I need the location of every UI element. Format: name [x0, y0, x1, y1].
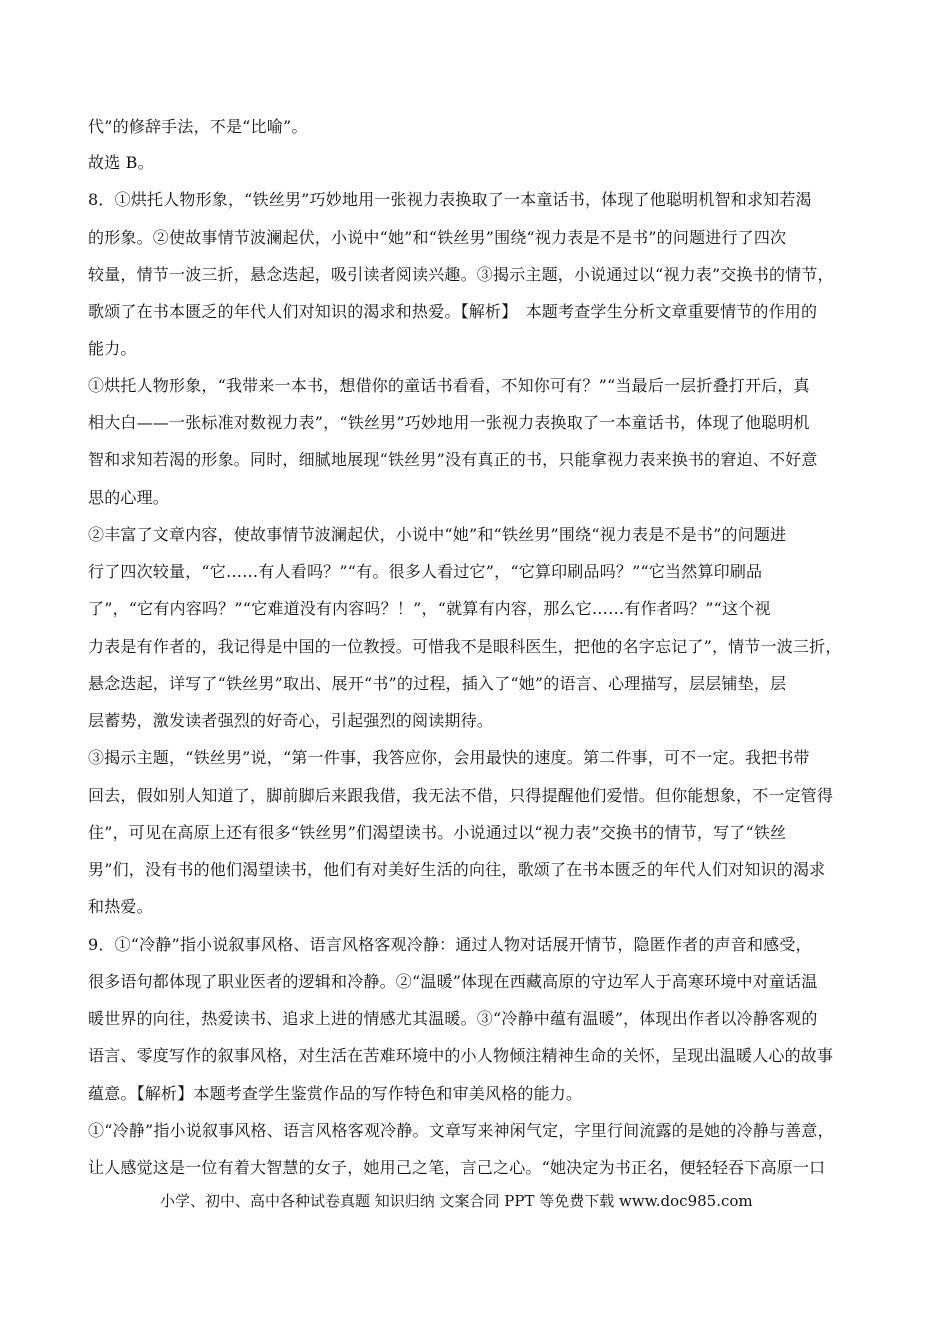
text-line: 能力。 [88, 339, 137, 358]
text-line: 相大白——一张标准对数视力表”，“铁丝男”巧妙地用一张视力表换取了一本童话书，体现了他聪明机 [88, 413, 810, 432]
text-line: 故选 B。 [88, 153, 154, 172]
text-line: 行了四次较量，“它……有人看吗？”“有。很多人看过它”，“它算印刷品吗？”“它当然算印刷品 [88, 562, 763, 581]
text-line: 层蓄势，激发读者强烈的好奇心，引起强烈的阅读期待。 [88, 711, 494, 730]
text-line: 思的心理。 [88, 488, 170, 507]
text-line: 男”们，没有书的他们渴望读书，他们有对美好生活的向往，歌颂了在书本匮乏的年代人们对知识的渴求 [88, 860, 826, 879]
text-line: 让人感觉这是一位有着大智慧的女子，她用己之笔，言己之心。“她决定为书正名，便轻轻吞下高原一口 [88, 1158, 826, 1177]
text-line: 语言、零度写作的叙事风格，对生活在苦难环境中的小人物倾注精神生命的关怀，呈现出温暖人心的故事 [88, 1046, 834, 1065]
text-line: 了”，“它有内容吗？”“它难道没有内容吗？！”，“就算有内容，那么它……有作者吗？”“这个视 [88, 599, 771, 618]
text-line: 9．①“冷静”指小说叙事风格、语言风格客观冷静：通过人物对话展开情节，隐匿作者的声音和感受， [88, 935, 812, 954]
text-line: 回去，假如别人知道了，脚前脚后来跟我借，我无法不借，只得提醒他们爱惜。但你能想象，不一定管得 [88, 786, 834, 805]
text-line: 的形象。②使故事情节波澜起伏，小说中“她”和“铁丝男”围绕“视力表是不是书”的问题进行了四次 [88, 228, 787, 247]
text-line: 力表是有作者的，我记得是中国的一位教授。可惜我不是眼科医生，把他的名字忘记了”，情节一波三折， [88, 637, 842, 656]
text-line: 很多语句都体现了职业医者的逻辑和冷静。②“温暖”体现在西藏高原的守边军人于高寒环境中对童话温 [88, 972, 818, 991]
text-line: 蕴意。【解析】本题考查学生鉴赏作品的写作特色和审美风格的能力。 [88, 1084, 583, 1103]
text-line: 歌颂了在书本匮乏的年代人们对知识的渴求和热爱。【解析】 本题考查学生分析文章重要情节的作用的 [88, 302, 818, 321]
text-line: ①“冷静”指小说叙事风格、语言风格客观冷静。文章写来神闲气定，字里行间流露的是她的冷静与善意， [88, 1121, 834, 1140]
text-line: 智和求知若渴的形象。同时，细腻地展现“铁丝男”没有真正的书，只能拿视力表来换书的窘迫、不好意 [88, 450, 818, 469]
text-line: 8．①烘托人物形象，“铁丝男”巧妙地用一张视力表换取了一本童话书，体现了他聪明机智和求知若渴 [88, 190, 812, 209]
text-line: ③揭示主题，“铁丝男”说，“第一件事，我答应你，会用最快的速度。第二件事，可不一定。我把书带 [88, 748, 810, 767]
text-line: 悬念迭起，详写了“铁丝男”取出、展开“书”的过程，插入了“她”的语言、心理描写，层层铺垫，层 [88, 674, 787, 693]
page-footer: 小学、初中、高中各种试卷真题 知识归纳 文案合同 PPT 等免费下载 www.doc985.com [160, 1192, 753, 1210]
text-line: 较量，情节一波三折，悬念迭起，吸引读者阅读兴趣。③揭示主题，小说通过以“视力表”交换书的情节， [88, 265, 834, 284]
text-line: ②丰富了文章内容，使故事情节波澜起伏，小说中“她”和“铁丝男”围绕“视力表是不是书”的问题进 [88, 525, 787, 544]
text-line: 暖世界的向往，热爱读书、追求上进的情感尤其温暖。③“冷静中蕴有温暖”，体现出作者以冷静客观的 [88, 1009, 818, 1028]
text-line: 和热爱。 [88, 897, 153, 916]
text-line: 住”，可见在高原上还有很多“铁丝男”们渴望读书。小说通过以“视力表”交换书的情节，写了“铁丝 [88, 823, 787, 842]
text-line: 代”的修辞手法，不是“比喻”。 [88, 117, 308, 136]
text-line: ①烘托人物形象，“我带来一本书，想借你的童话书看看，不知你可有？”“当最后一层折叠打开后，真 [88, 376, 810, 395]
